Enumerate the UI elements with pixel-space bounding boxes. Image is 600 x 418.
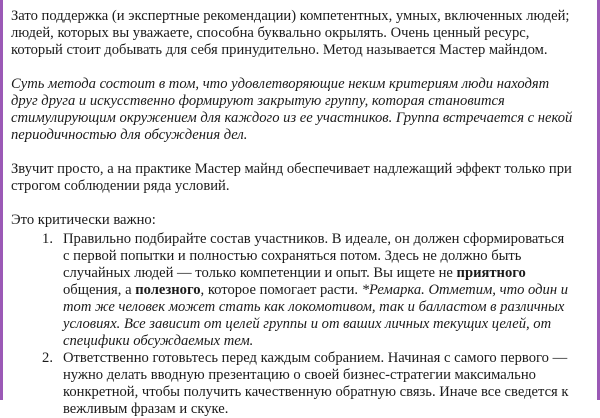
list-item-text — [63, 231, 573, 350]
emphasis-pleasant: приятного — [456, 265, 526, 281]
list-item-number: 1. — [42, 231, 53, 247]
paragraph-method-essence: Суть метода состоит в том, что удовлетворяющие неким критериям люди находят друг друга и искусственно формируют закрытую группу, которая становится стимулирующим окружением для каждого из ее участников. Группа встречается с некой периодичностью для обсуждения дел. — [11, 76, 573, 143]
remark-note: *Ремарка. Отметим, что один и тот же человек может стать как локомотивом, так и балластом в различных условиях. Все зависит от целей группы и от ваших личных текущих целей, от специфики обсуждаемых тем. — [63, 282, 569, 349]
emphasis-useful: полезного — [135, 282, 201, 298]
list-item — [11, 231, 573, 350]
list-intro: Это критически важно: — [11, 212, 156, 228]
document-body — [3, 0, 597, 418]
paragraph-mastermind-support: Зато поддержка (и экспертные рекомендации) компетентных, умных, включенных людей; людей, которых вы уважаете, способна буквально окрылять. Очень ценный ресурс, который стоит добывать для себя принудительно. Метод называется Мастер майндом. — [11, 8, 570, 58]
paragraph-conditions: Звучит просто, а на практике Мастер майнд обеспечивает надлежащий эффект только при строгом соблюдении ряда условий. — [11, 161, 572, 194]
text-segment: общения, а — [63, 282, 136, 298]
list-item-text: Ответственно готовьтесь перед каждым собранием. Начиная с самого первого — нужно делать вводную презентацию о своей бизнес-стратегии максимально конкретной, чтобы получить качественную обратную связь. Иначе все сведется к вежливым фразам и скуке. — [63, 350, 569, 417]
list-item-number: 2. — [42, 350, 53, 366]
text-segment: Правильно подбирайте состав участников. В идеале, он должен сформироваться с первой попытки и полностью сохраняться потом. Здесь не должно быть случайных людей — только компетенции и опыт. Вы ищете не — [63, 231, 565, 281]
text-segment: , которое помогает расти. — [200, 282, 362, 298]
list-item — [11, 350, 573, 418]
rules-list — [11, 231, 573, 418]
